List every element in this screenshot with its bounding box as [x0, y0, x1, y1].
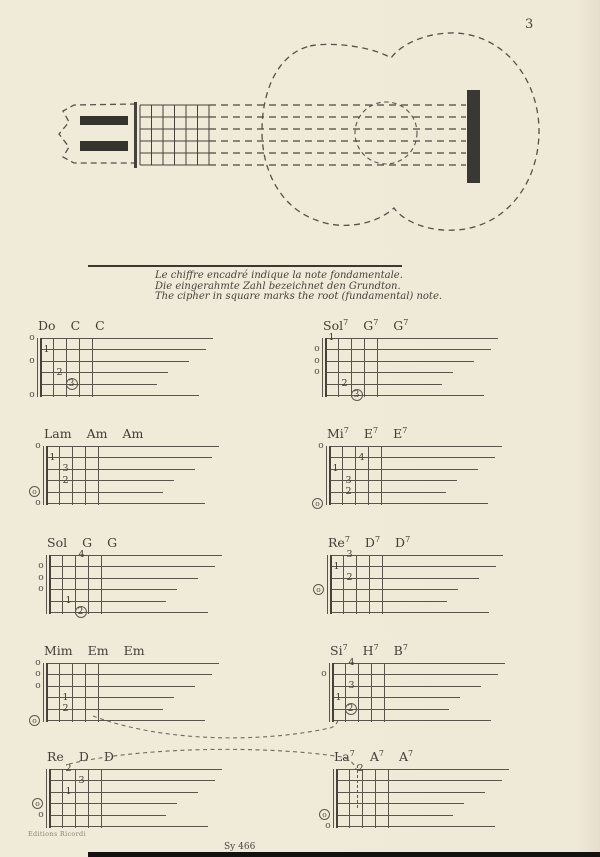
- chord-name-label: Mi$^7$: [327, 425, 349, 441]
- chord-name-labels: [323, 318, 408, 333]
- nut-line: [49, 555, 51, 614]
- finger-number: 4: [78, 549, 85, 560]
- chord-name-labels: [47, 535, 117, 550]
- chord-name-label: $A^7$: [369, 748, 384, 764]
- chord-label-superscript: 7: [343, 317, 349, 327]
- finger-number: 2: [345, 486, 352, 497]
- fret-line: [85, 663, 86, 722]
- fret-line: [351, 338, 352, 397]
- chord-name-label: G: [82, 535, 93, 550]
- chord-name-labels: [44, 426, 143, 441]
- fret-line: [98, 663, 99, 722]
- string-line: [325, 361, 474, 362]
- string-line: [336, 826, 495, 827]
- finger-number: 1: [62, 691, 69, 703]
- chord-name-label: $D^7$: [395, 534, 411, 550]
- fret-line: [92, 338, 93, 397]
- chord-label-superscript: 7: [408, 748, 414, 758]
- finger-number: 3: [78, 774, 85, 786]
- nut-line: [46, 769, 47, 828]
- string-line: [40, 349, 206, 350]
- chord-name-labels: [328, 535, 410, 550]
- finger-number: 2: [62, 703, 69, 714]
- nut-line: [46, 555, 47, 614]
- chord-name-label: D: [103, 749, 114, 764]
- nut-line: [326, 446, 327, 505]
- publisher-imprint: Editions Ricordi: [28, 830, 86, 838]
- fret-line: [101, 555, 102, 614]
- legend-line-de: Die eingerahmte Zahl bezeichnet den Grundton.: [155, 280, 401, 292]
- finger-number: 4: [348, 657, 355, 668]
- chord-label-superscript: 7: [373, 317, 379, 327]
- root-open-string-marker: o: [29, 715, 40, 726]
- fret-line: [72, 663, 73, 722]
- open-string-marker: o: [38, 572, 44, 583]
- string-line: [49, 815, 166, 816]
- fret-line: [384, 663, 385, 722]
- finger-number: 2: [341, 378, 348, 389]
- chord-name-label: Em: [123, 643, 145, 658]
- chord-label-superscript: 7: [402, 425, 408, 435]
- chord-name-label: D: [78, 749, 89, 764]
- fret-line: [75, 555, 76, 614]
- string-line: [330, 601, 447, 602]
- open-string-marker: o: [314, 367, 320, 377]
- fret-line: [364, 338, 365, 397]
- fret-line: [368, 446, 369, 505]
- nut-line: [37, 338, 38, 397]
- string-line: [46, 457, 212, 458]
- string-line: [332, 674, 498, 675]
- finger-number: 4: [358, 451, 365, 463]
- string-line: [40, 384, 157, 385]
- nut-line: [327, 555, 328, 614]
- fret-line: [388, 769, 389, 828]
- string-line: [49, 589, 177, 590]
- finger-number: 1: [335, 691, 342, 703]
- fret-line: [356, 555, 357, 614]
- fret-line: [358, 663, 359, 722]
- chord-name-label: Si$^7$: [330, 642, 348, 658]
- chord-label-superscript: 7: [343, 425, 349, 435]
- nut-line: [329, 663, 330, 722]
- nut-line: [49, 769, 51, 828]
- root-finger-number: 2: [345, 703, 357, 715]
- finger-number: 2: [346, 572, 353, 583]
- finger-number: 3: [346, 549, 353, 560]
- open-string-marker: o: [321, 669, 327, 679]
- nut-line: [325, 338, 327, 397]
- open-string-marker: o: [38, 561, 44, 571]
- string-line: [332, 720, 491, 721]
- string-line: [49, 612, 208, 613]
- fret-line: [377, 338, 378, 397]
- finger-number: 2: [65, 763, 72, 774]
- chord-label-superscript: 7: [378, 748, 384, 758]
- chord-name-label: $H^7$: [362, 642, 379, 658]
- chord-name-label: Lam: [44, 426, 72, 441]
- chord-name-labels: [38, 318, 105, 333]
- root-finger-number: 3: [351, 389, 363, 401]
- fret-line: [382, 555, 383, 614]
- chord-label-superscript: 7: [373, 642, 379, 652]
- chord-name-label: G: [107, 535, 118, 550]
- open-string-marker: o: [35, 440, 41, 451]
- chord-label-superscript: 7: [405, 534, 411, 544]
- chord-name-label: $D^7$: [364, 534, 381, 550]
- string-line: [332, 697, 460, 698]
- root-open-string-marker: o: [319, 809, 330, 820]
- chord-name-label: Am: [122, 426, 144, 441]
- finger-number: 1: [333, 560, 340, 572]
- open-string-marker: o: [318, 440, 324, 451]
- fret-line: [79, 338, 80, 397]
- finger-number: 3: [348, 680, 355, 691]
- nut-line: [43, 446, 44, 505]
- chord-name-labels: [44, 643, 145, 658]
- fret-line: [349, 769, 350, 828]
- fret-line: [62, 769, 63, 828]
- barre-dashed-line: [357, 765, 358, 808]
- root-finger-number: 2: [75, 606, 87, 618]
- root-open-string-marker: o: [312, 498, 323, 509]
- chord-name-label: $A^7$: [398, 748, 414, 764]
- chord-label-superscript: 7: [344, 534, 350, 544]
- finger-number: 1: [65, 595, 72, 606]
- string-line: [330, 612, 489, 613]
- chord-name-label: La$^7$: [334, 748, 355, 764]
- string-line: [46, 720, 205, 721]
- finger-number: 2: [56, 366, 63, 378]
- fret-line: [343, 555, 344, 614]
- nut-line: [329, 446, 331, 505]
- chord-name-label: Re$^7$: [328, 534, 350, 550]
- string-line: [336, 803, 464, 804]
- string-line: [49, 803, 177, 804]
- chord-name-label: Sol$^7$: [323, 317, 349, 333]
- fret-line: [381, 446, 382, 505]
- open-string-marker: o: [38, 584, 44, 594]
- string-line: [325, 349, 491, 350]
- legend-line-fr: Le chiffre encadré indique la note fondamentale.: [155, 270, 403, 281]
- fret-line: [72, 446, 73, 505]
- chord-label-superscript: 7: [373, 425, 379, 435]
- open-string-marker: o: [35, 680, 41, 691]
- nut-line: [333, 769, 334, 828]
- string-line: [336, 780, 502, 781]
- finger-number: 3: [62, 463, 69, 474]
- fret-line: [362, 769, 363, 828]
- open-string-marker: o: [29, 390, 35, 400]
- chord-name-labels: [330, 643, 408, 658]
- chord-name-label: C: [95, 318, 105, 333]
- chord-name-label: Am: [86, 426, 108, 441]
- nut-line: [43, 663, 44, 722]
- open-string-marker: o: [35, 669, 41, 679]
- string-line: [336, 815, 453, 816]
- root-open-string-marker: o: [32, 798, 43, 809]
- string-line: [40, 395, 199, 396]
- string-line: [46, 503, 205, 504]
- fret-line: [98, 446, 99, 505]
- plate-number: Sy 466: [224, 842, 256, 852]
- open-string-marker: o: [314, 355, 320, 366]
- string-line: [325, 395, 484, 396]
- chord-name-label: Em: [87, 643, 109, 658]
- finger-number: 2: [357, 763, 364, 774]
- finger-number: 1: [332, 463, 339, 474]
- nut-line: [322, 338, 323, 397]
- string-line: [40, 361, 189, 362]
- chord-label-superscript: 7: [349, 748, 355, 758]
- open-string-marker: o: [38, 809, 44, 820]
- fret-line: [371, 663, 372, 722]
- open-string-marker: o: [35, 498, 41, 508]
- scan-edge-bar: [88, 852, 600, 857]
- finger-number: 1: [43, 343, 50, 355]
- fret-line: [369, 555, 370, 614]
- chord-name-label: C: [70, 318, 81, 333]
- open-string-marker: o: [314, 344, 320, 354]
- nut-line: [336, 769, 338, 828]
- chord-name-label: Do: [38, 318, 56, 333]
- open-string-marker: o: [29, 332, 35, 343]
- string-line: [330, 566, 496, 567]
- string-line: [49, 566, 215, 567]
- root-open-string-marker: o: [29, 486, 40, 497]
- chord-label-superscript: 7: [374, 534, 381, 544]
- string-line: [46, 674, 212, 675]
- fret-line: [88, 555, 89, 614]
- chord-label-superscript: 7: [402, 642, 408, 652]
- string-line: [46, 686, 195, 687]
- string-line: [336, 792, 485, 793]
- chord-name-label: $E^7$: [393, 425, 408, 441]
- chord-name-labels: [47, 749, 114, 764]
- string-line: [49, 578, 198, 579]
- finger-number: 2: [62, 474, 69, 486]
- open-string-marker: o: [325, 821, 331, 831]
- chord-name-label: Re: [47, 749, 64, 764]
- fret-line: [101, 769, 102, 828]
- page-number: 3: [525, 17, 534, 32]
- fret-line: [375, 769, 376, 828]
- open-string-marker: o: [35, 657, 41, 668]
- chord-name-label: Mim: [44, 643, 73, 658]
- nut-line: [46, 663, 48, 722]
- chord-name-label: $B^7$: [393, 642, 408, 658]
- fret-line: [88, 769, 89, 828]
- chord-name-label: $E^7$: [363, 425, 379, 441]
- string-line: [46, 492, 163, 493]
- finger-number: 1: [328, 332, 335, 343]
- legend-line-en: The cipher in square marks the root (fundamental) note.: [155, 291, 443, 303]
- open-string-marker: o: [29, 355, 35, 366]
- finger-number: 1: [49, 451, 56, 463]
- finger-number: 3: [345, 474, 352, 486]
- root-finger-number: 3: [66, 378, 78, 390]
- string-line: [49, 780, 215, 781]
- string-line: [329, 469, 478, 470]
- string-line: [329, 503, 488, 504]
- fret-line: [85, 446, 86, 505]
- chord-label-superscript: 7: [342, 642, 348, 652]
- finger-number: 1: [65, 786, 72, 797]
- chord-name-labels: [334, 749, 413, 764]
- chord-name-labels: [327, 426, 407, 441]
- string-line: [325, 372, 453, 373]
- chord-name-label: $G^7$: [393, 317, 409, 333]
- string-line: [330, 589, 458, 590]
- chord-name-label: $G^7$: [363, 317, 379, 333]
- chord-name-label: Sol: [47, 535, 68, 550]
- root-open-string-marker: o: [313, 584, 324, 595]
- chord-label-superscript: 7: [403, 317, 409, 327]
- string-line: [49, 826, 208, 827]
- string-line: [329, 457, 495, 458]
